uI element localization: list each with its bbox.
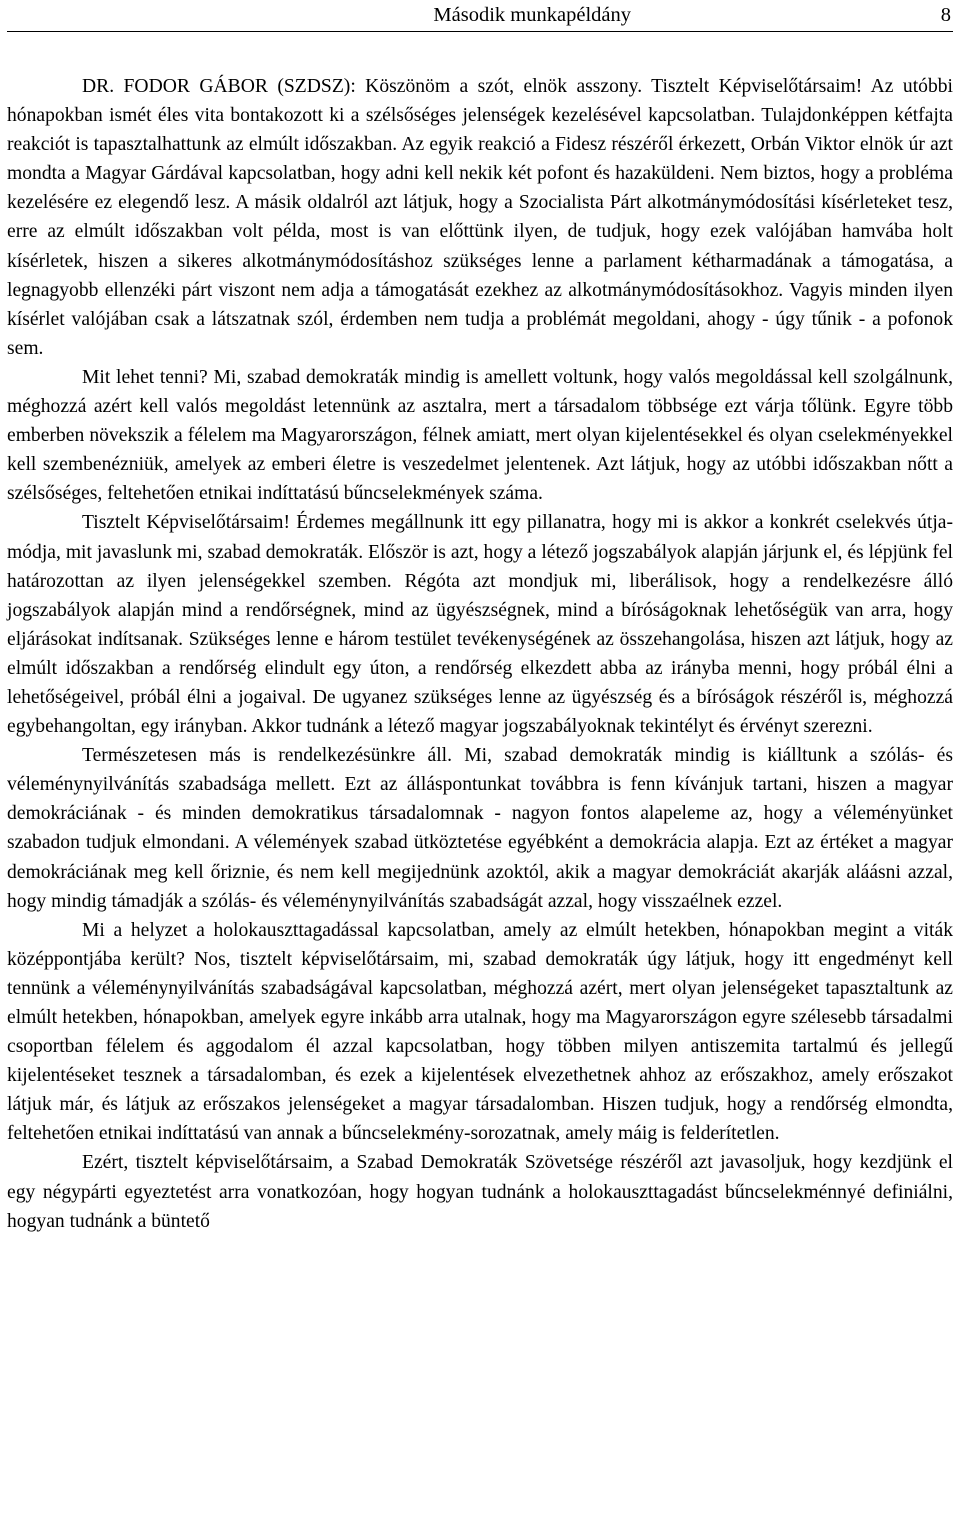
paragraph: Természetesen más is rendelkezésünkre áll. Mi, szabad demokraták mindig is kiálltunk a szólás- és véleménynyilvánítás szabadsága mellett. Ezt az álláspontunkat továbbra is fenn kívánjuk tartani, hiszen a magyar demokráciának - és minden demokratikus társadalomnak - nagyon fontos alapeleme az, hogy a véleményünket szabadon tudjuk elmondani. A vélemények szabad ütköztetése egyébként a demokrácia alapja. Ezt az értéket a magyar demokráciának meg kell őriznie, és nem kell megijednünk azoktól, akik a magyar demokráciát akarják aláásni azzal, hogy mindig támadják a szólás- és véleménynyilvánítás szabadságát azzal, hogy visszaélnek ezzel. xyxy=(7,745,953,912)
paragraph: Tisztelt Képviselőtársaim! Érdemes megállnunk itt egy pillanatra, hogy mi is akkor a konkrét cselekvés útja-módja, mit javaslunk mi, szabad demokraták. Először is azt, hogy a létező jogszabályok alapján járjunk el, és lépjünk fel határozottan az ilyen jelenségekkel szemben. Régóta azt mondjuk mi, liberálisok, hogy a rendelkezésre álló jogszabályok alapján mind a rendőrségnek, mind az ügyészségnek, mind a bíróságoknak lehetőségük van arra, hogy eljárásokat indítsanak. Szükséges lenne e három testület tevékenységének az összehangolása, hiszen azt látjuk, hogy az elmúlt időszakban a rendőrség elindult egy úton, a rendőrség elkezdett abba az irányba menni, hogy próbál élni a lehetőségeivel, próbál élni a jogaival. De ugyanez szükséges lenne az ügyészség és a bíróságok részéről is, méghozzá egybehangoltan, egy irányban. Akkor tudnánk a létező magyar jogszabályoknak tekintélyt és érvényt szerezni. xyxy=(7,512,953,738)
paragraph: DR. FODOR GÁBOR (SZDSZ): Köszönöm a szót, elnök asszony. Tisztelt Képviselőtársaim! Az utóbbi hónapokban ismét éles vita bontakozott ki a szélsőséges jelenségek kezelésével kapcsolatban. Tulajdonképpen kétfajta reakciót is tapasztalhattunk az elmúlt időszakban. Az egyik reakció a Fidesz részéről érkezett, Orbán Viktor elnök úr azt mondta a Magyar Gárdával kapcsolatban, hogy adni kell nekik két pofont és hazaküldeni. Nem biztos, hogy a probléma kezelésére ez elegendő lesz. A másik oldalról azt látjuk, hogy a Szocialista Párt alkotmánymódosítási kísérleteket tesz, erre az elmúlt időszakban volt példa, most is van előttünk ilyen, de tudjuk, hogy ezek valójában hamvába holt kísérletek, hiszen a sikeres alkotmánymódosításhoz szükséges lenne a parlament kétharmadának a támogatása, a legnagyobb ellenzéki párt viszont nem adja a támogatását ezekhez az alkotmánymódosításokhoz. Vagyis minden ilyen kísérlet valójában csak a látszatnak szól, érdemben nem tudja a problémát megoldani, ahogy - úgy tűnik - a pofonok sem. xyxy=(7,76,953,359)
page-number: 8 xyxy=(940,4,951,26)
paragraph: Ezért, tisztelt képviselőtársaim, a Szabad Demokraták Szövetsége részéről azt javasoljuk, hogy kezdjünk el egy négypárti egyeztetést arra vonatkozóan, hogy hogyan tudnánk a holokauszttagadást bűncselekménnyé definiálni, hogyan tudnánk a büntető xyxy=(7,1152,953,1232)
body-text xyxy=(7,72,953,1236)
header-title: Második munkapéldány xyxy=(433,4,631,26)
document-page xyxy=(7,0,953,1236)
paragraph: Mit lehet tenni? Mi, szabad demokraták mindig is amellett voltunk, hogy valós megoldással kell szolgálnunk, méghozzá azért kell valós megoldást letennünk az asztalra, mert a társadalom többsége ezt várja tőlünk. Egyre több emberben növekszik a félelem ma Magyarországon, félnek amiatt, mert olyan kijelentésekkel és olyan cselekményekkel kell szembenézniük, amelyek az emberi életre is veszedelmet jelentenek. Azt látjuk, hogy az utóbbi időszakban nőtt a szélsőséges, feltehetően etnikai indíttatású bűncselekmények száma. xyxy=(7,366,953,505)
page-header xyxy=(7,0,953,32)
paragraph: Mi a helyzet a holokauszttagadással kapcsolatban, amely az elmúlt hetekben, hónapokban megint a viták középpontjába került? Nos, tisztelt képviselőtársaim, mi, szabad demokraták úgy látjuk, hogy itt engedményt kell tennünk a véleménynyilvánítás szabadságával kapcsolatban, méghozzá azért, mert olyan jelenségeket tapasztaltunk az elmúlt hetekben, hónapokban, amelyek egyre inkább arra utalnak, hogy ma Magyarországon egyre szélesebb társadalmi csoportban félelem és aggodalom él azzal kapcsolatban, hogy többen milyen antiszemita tartalmú és jellegű kijelentéseket tesznek a társadalomban, és ezek a kijelentések elvezethetnek ahhoz az erőszakhoz, amely erőszakot látjuk már, és látjuk az erőszakos jelenségeket a magyar társadalomban. Hiszen tudjuk, hogy a rendőrség elmondta, feltehetően etnikai indíttatású van annak a bűncselekmény-sorozatnak, amely máig is felderítetlen. xyxy=(7,919,953,1145)
